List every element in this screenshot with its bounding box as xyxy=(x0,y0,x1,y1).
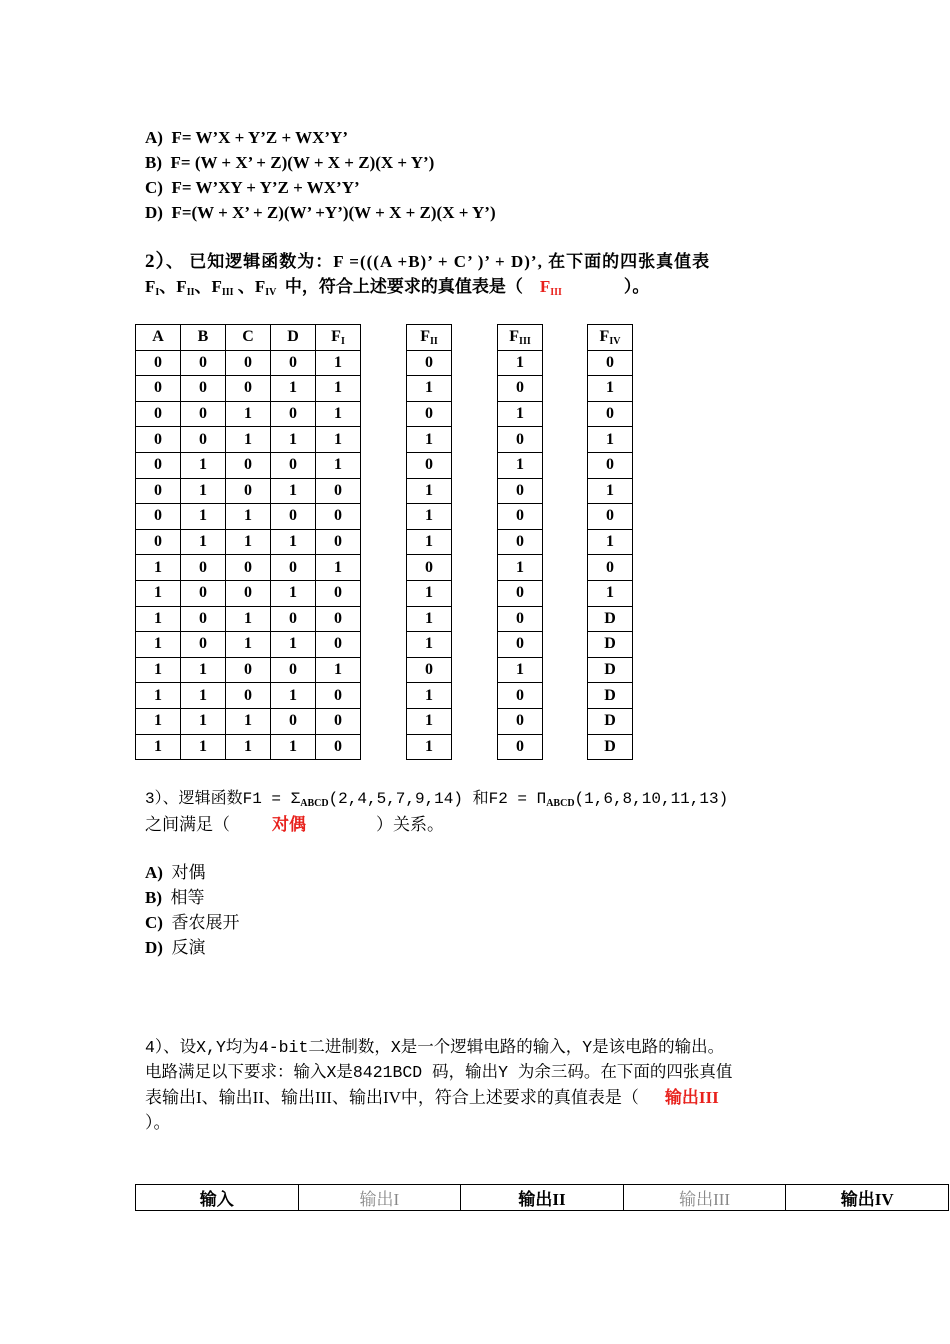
q1-option-d: D) F=(W + X’ + Z)(W’ +Y’)(W + X + Z)(X + Y’) xyxy=(145,203,496,222)
table-cell: 1 xyxy=(181,452,226,478)
table-cell: 0 xyxy=(271,350,316,376)
table-cell: 0 xyxy=(181,376,226,402)
table-cell: 0 xyxy=(136,504,181,530)
truth-table-inputs xyxy=(135,324,361,760)
table-cell: 0 xyxy=(136,376,181,402)
table-row xyxy=(407,734,452,760)
table-row xyxy=(588,401,633,427)
q2-answer: $F_{III}$ xyxy=(539,277,562,298)
table-row xyxy=(407,376,452,402)
header-cell: A xyxy=(136,325,181,351)
table-cell: 1 xyxy=(226,401,271,427)
table-cell: 0 xyxy=(271,555,316,581)
table-cell: 1 xyxy=(407,529,452,555)
table-row xyxy=(588,504,633,530)
table-cell: 0 xyxy=(136,427,181,453)
table-cell: 1 xyxy=(498,350,543,376)
table-cell: 1 xyxy=(136,632,181,658)
f4-label: $F_{IV}$ xyxy=(254,277,277,298)
table-row xyxy=(498,478,543,504)
table-cell: 1 xyxy=(407,427,452,453)
table-row xyxy=(136,427,361,453)
q4-question-line1: 4）、设X,Y均为4-bit二进制数，X是一个逻辑电路的输入，Y是该电路的输出。 xyxy=(145,1038,725,1057)
table-cell: D xyxy=(588,734,633,760)
table-row xyxy=(407,580,452,606)
table-row xyxy=(498,657,543,683)
q1-options xyxy=(145,125,496,225)
table-row xyxy=(588,376,633,402)
table-cell: 0 xyxy=(407,452,452,478)
table-cell: 0 xyxy=(498,734,543,760)
table-cell: 1 xyxy=(271,683,316,709)
table-row xyxy=(407,504,452,530)
table-cell: 1 xyxy=(226,504,271,530)
table-row xyxy=(498,529,543,555)
table-cell: 1 xyxy=(271,529,316,555)
table-cell: 0 xyxy=(316,708,361,734)
table-cell: 1 xyxy=(498,555,543,581)
table-cell: D xyxy=(588,708,633,734)
table-cell: 0 xyxy=(181,401,226,427)
table-row xyxy=(407,452,452,478)
table-row xyxy=(136,580,361,606)
table-cell: 0 xyxy=(498,606,543,632)
q3-option-c: C) 香农展开 xyxy=(145,913,240,932)
table-cell: 0 xyxy=(588,452,633,478)
table-row xyxy=(498,555,543,581)
table-cell: 1 xyxy=(271,376,316,402)
table-cell: 0 xyxy=(136,452,181,478)
table-cell: 0 xyxy=(271,452,316,478)
table-row xyxy=(136,504,361,530)
table-cell: 1 xyxy=(316,401,361,427)
table-cell: 0 xyxy=(226,580,271,606)
table-cell: 1 xyxy=(136,708,181,734)
table-row xyxy=(136,657,361,683)
table-cell: 1 xyxy=(136,734,181,760)
table-row xyxy=(136,401,361,427)
table-cell: 1 xyxy=(316,350,361,376)
truth-table-header-row xyxy=(407,325,452,351)
table-cell: 1 xyxy=(407,606,452,632)
q3-option-a: A) 对偶 xyxy=(145,863,206,882)
table-cell: 0 xyxy=(181,606,226,632)
table-cell: 1 xyxy=(316,376,361,402)
table-row xyxy=(498,606,543,632)
table-cell: 1 xyxy=(498,452,543,478)
truth-table-fII xyxy=(406,324,452,760)
q3-options xyxy=(145,860,239,960)
table-row xyxy=(498,350,543,376)
table-cell: 1 xyxy=(136,580,181,606)
table-row xyxy=(588,580,633,606)
table-cell: 1 xyxy=(181,657,226,683)
table-cell: 1 xyxy=(226,632,271,658)
header-cell: B xyxy=(181,325,226,351)
header-cell-f1: $F_I$ xyxy=(316,325,361,351)
table-row xyxy=(136,734,361,760)
table-cell: 0 xyxy=(136,478,181,504)
table-cell: 1 xyxy=(498,401,543,427)
truth-table-fIII xyxy=(497,324,543,760)
table-row xyxy=(407,555,452,581)
table-cell: D xyxy=(588,683,633,709)
table-cell: 1 xyxy=(407,504,452,530)
table-cell: 1 xyxy=(271,478,316,504)
table-row xyxy=(136,529,361,555)
table-cell: 0 xyxy=(316,529,361,555)
table-row xyxy=(498,734,543,760)
q3-question-line1: 3）、逻辑函数$F1 = \Sigma_{ABCD}(2,4,5,7,9,14)$ 和$F2 = \Pi_{ABCD}(1,6,8,10,11,13)$ xyxy=(145,790,729,809)
table-row xyxy=(588,657,633,683)
truth-table-header-row xyxy=(136,325,361,351)
table-row xyxy=(588,734,633,760)
table-cell: 0 xyxy=(271,708,316,734)
table-cell: 1 xyxy=(271,632,316,658)
table-cell: D xyxy=(588,657,633,683)
table-cell: 1 xyxy=(588,478,633,504)
table-cell: 1 xyxy=(181,478,226,504)
f2-label: $F_{II}$ xyxy=(176,277,195,298)
table-row xyxy=(588,478,633,504)
truth-table-header-row xyxy=(498,325,543,351)
table-row xyxy=(407,478,452,504)
table-cell: 0 xyxy=(316,478,361,504)
q1-option-c: C) F= W’XY + Y’Z + WX’Y’ xyxy=(145,178,360,197)
table-cell: 0 xyxy=(271,657,316,683)
table-cell: 0 xyxy=(226,555,271,581)
table-cell: D xyxy=(588,606,633,632)
q1-option-b: B) F= (W + X’ + Z)(W + X + Z)(X + Y’) xyxy=(145,153,435,172)
table-row xyxy=(498,504,543,530)
table-cell: 0 xyxy=(316,606,361,632)
header-cell: D xyxy=(271,325,316,351)
f3-label: $F_{III}$ xyxy=(211,277,234,298)
table-row xyxy=(498,452,543,478)
io-header-output-3: 输出III xyxy=(623,1185,786,1211)
table-cell: 1 xyxy=(226,708,271,734)
table-row xyxy=(588,427,633,453)
table-cell: 1 xyxy=(181,683,226,709)
table-row xyxy=(407,401,452,427)
table-row xyxy=(136,478,361,504)
table-cell: 0 xyxy=(407,350,452,376)
table-cell: 0 xyxy=(181,350,226,376)
table-row xyxy=(588,632,633,658)
table-cell: 1 xyxy=(407,632,452,658)
table-cell: 1 xyxy=(181,529,226,555)
table-cell: 1 xyxy=(181,504,226,530)
table-row xyxy=(498,683,543,709)
table-cell: 0 xyxy=(498,478,543,504)
q2-question-line2: $F_I$、$F_{II}$、$F_{III}$ 、$F_{IV}$ 中，符合上述要求的真值表是（ $F_{III}$ ）。 xyxy=(145,277,650,298)
table-cell: 1 xyxy=(181,734,226,760)
q4-question-line4: ）。 xyxy=(145,1113,171,1132)
table-row xyxy=(136,376,361,402)
io-header-output-4: 输出IV xyxy=(786,1185,949,1211)
table-row xyxy=(498,708,543,734)
table-cell: 0 xyxy=(588,350,633,376)
table-cell: 1 xyxy=(588,376,633,402)
table-row xyxy=(498,401,543,427)
table-cell: 0 xyxy=(498,529,543,555)
table-cell: 1 xyxy=(316,427,361,453)
table-cell: 0 xyxy=(271,401,316,427)
table-cell: 0 xyxy=(588,555,633,581)
table-cell: 1 xyxy=(588,580,633,606)
table-cell: 0 xyxy=(316,580,361,606)
q4-question-line2: 电路满足以下要求：输入X是8421BCD 码，输出Y 为余三码。在下面的四张真值 xyxy=(145,1063,733,1082)
table-cell: 0 xyxy=(498,580,543,606)
q4-output-table xyxy=(135,1184,949,1211)
table-cell: 1 xyxy=(271,734,316,760)
table-cell: 1 xyxy=(136,683,181,709)
table-cell: 1 xyxy=(226,529,271,555)
table-cell: 0 xyxy=(498,376,543,402)
table-cell: 0 xyxy=(226,350,271,376)
table-row xyxy=(588,452,633,478)
table-cell: 1 xyxy=(271,427,316,453)
table-cell: 1 xyxy=(588,427,633,453)
table-cell: 0 xyxy=(226,478,271,504)
table-cell: 1 xyxy=(407,708,452,734)
table-cell: 0 xyxy=(226,683,271,709)
table-row xyxy=(407,683,452,709)
io-header-output-1: 输出I xyxy=(298,1185,461,1211)
table-row xyxy=(407,427,452,453)
table-cell: 0 xyxy=(226,657,271,683)
table-cell: 1 xyxy=(588,529,633,555)
table-row xyxy=(136,350,361,376)
table-cell: 1 xyxy=(498,657,543,683)
table-cell: 1 xyxy=(407,734,452,760)
table-cell: 1 xyxy=(407,683,452,709)
table-cell: 1 xyxy=(226,734,271,760)
table-row xyxy=(498,376,543,402)
q3-answer: 对偶 xyxy=(272,815,306,834)
table-cell: 1 xyxy=(407,580,452,606)
table-cell: 1 xyxy=(271,580,316,606)
table-row xyxy=(407,529,452,555)
truth-table-header-row xyxy=(588,325,633,351)
table-cell: 0 xyxy=(181,555,226,581)
table-row xyxy=(136,452,361,478)
table-cell: 0 xyxy=(498,683,543,709)
q4-answer: 输出III xyxy=(664,1088,719,1107)
table-cell: 0 xyxy=(498,632,543,658)
io-header-output-2: 输出II xyxy=(461,1185,624,1211)
table-cell: 0 xyxy=(407,555,452,581)
table-cell: 0 xyxy=(181,427,226,453)
table-row xyxy=(588,683,633,709)
table-cell: 0 xyxy=(181,580,226,606)
table-cell: 0 xyxy=(316,504,361,530)
table-row xyxy=(498,632,543,658)
table-row xyxy=(407,708,452,734)
q2-question-line1: 2）、 已知逻辑函数为：F =(((A +B)’ + C’ )’ + D)’, 在下面的四张真值表 xyxy=(145,251,711,272)
table-cell: 1 xyxy=(316,452,361,478)
table-cell: 0 xyxy=(498,504,543,530)
f1-label: $F_I$ xyxy=(145,277,160,298)
table-cell: 1 xyxy=(136,555,181,581)
table-row xyxy=(588,606,633,632)
table-cell: 0 xyxy=(181,632,226,658)
table-row xyxy=(136,708,361,734)
table-row xyxy=(407,657,452,683)
header-cell-f3: $F_{III}$ xyxy=(498,325,543,351)
table-row xyxy=(588,529,633,555)
table-cell: 0 xyxy=(136,350,181,376)
q3-question-line2: 之间满足（ 对偶 ）关系。 xyxy=(145,815,444,834)
header-cell-f4: $F_{IV}$ xyxy=(588,325,633,351)
table-row xyxy=(498,580,543,606)
table-cell: 0 xyxy=(226,376,271,402)
table-cell: 1 xyxy=(136,606,181,632)
table-row xyxy=(407,632,452,658)
table-cell: 0 xyxy=(271,606,316,632)
table-cell: 1 xyxy=(407,376,452,402)
table-cell: 1 xyxy=(407,478,452,504)
q1-option-a: A) F= W’X + Y’Z + WX’Y’ xyxy=(145,128,348,147)
table-cell: 0 xyxy=(271,504,316,530)
table-row xyxy=(588,555,633,581)
table-row xyxy=(136,683,361,709)
table-cell: 0 xyxy=(136,401,181,427)
table-cell: 0 xyxy=(498,708,543,734)
table-cell: 0 xyxy=(316,683,361,709)
table-cell: D xyxy=(588,632,633,658)
io-header-input: 输入 xyxy=(136,1185,299,1211)
table-cell: 0 xyxy=(407,401,452,427)
table-row xyxy=(407,350,452,376)
q3-option-d: D) 反演 xyxy=(145,938,206,957)
header-cell-f2: $F_{II}$ xyxy=(407,325,452,351)
table-row xyxy=(136,632,361,658)
table-cell: 0 xyxy=(226,452,271,478)
table-cell: 1 xyxy=(136,657,181,683)
table-cell: 0 xyxy=(588,401,633,427)
q3-option-b: B) 相等 xyxy=(145,888,205,907)
header-cell: C xyxy=(226,325,271,351)
table-cell: 0 xyxy=(407,657,452,683)
table-cell: 0 xyxy=(588,504,633,530)
table-cell: 1 xyxy=(181,708,226,734)
table-cell: 0 xyxy=(316,632,361,658)
table-row xyxy=(588,350,633,376)
q4-question-line3: 表输出I、输出II、输出III、输出IV中，符合上述要求的真值表是（ 输出III xyxy=(145,1088,719,1107)
table-row xyxy=(136,606,361,632)
table-cell: 1 xyxy=(316,657,361,683)
table-cell: 1 xyxy=(226,427,271,453)
table-cell: 1 xyxy=(226,606,271,632)
table-cell: 0 xyxy=(136,529,181,555)
table-row xyxy=(136,555,361,581)
truth-table-fIV xyxy=(587,324,633,760)
table-row xyxy=(498,427,543,453)
table-row xyxy=(407,606,452,632)
table-cell: 1 xyxy=(316,555,361,581)
table-row xyxy=(588,708,633,734)
table-cell: 0 xyxy=(498,427,543,453)
table-cell: 0 xyxy=(316,734,361,760)
